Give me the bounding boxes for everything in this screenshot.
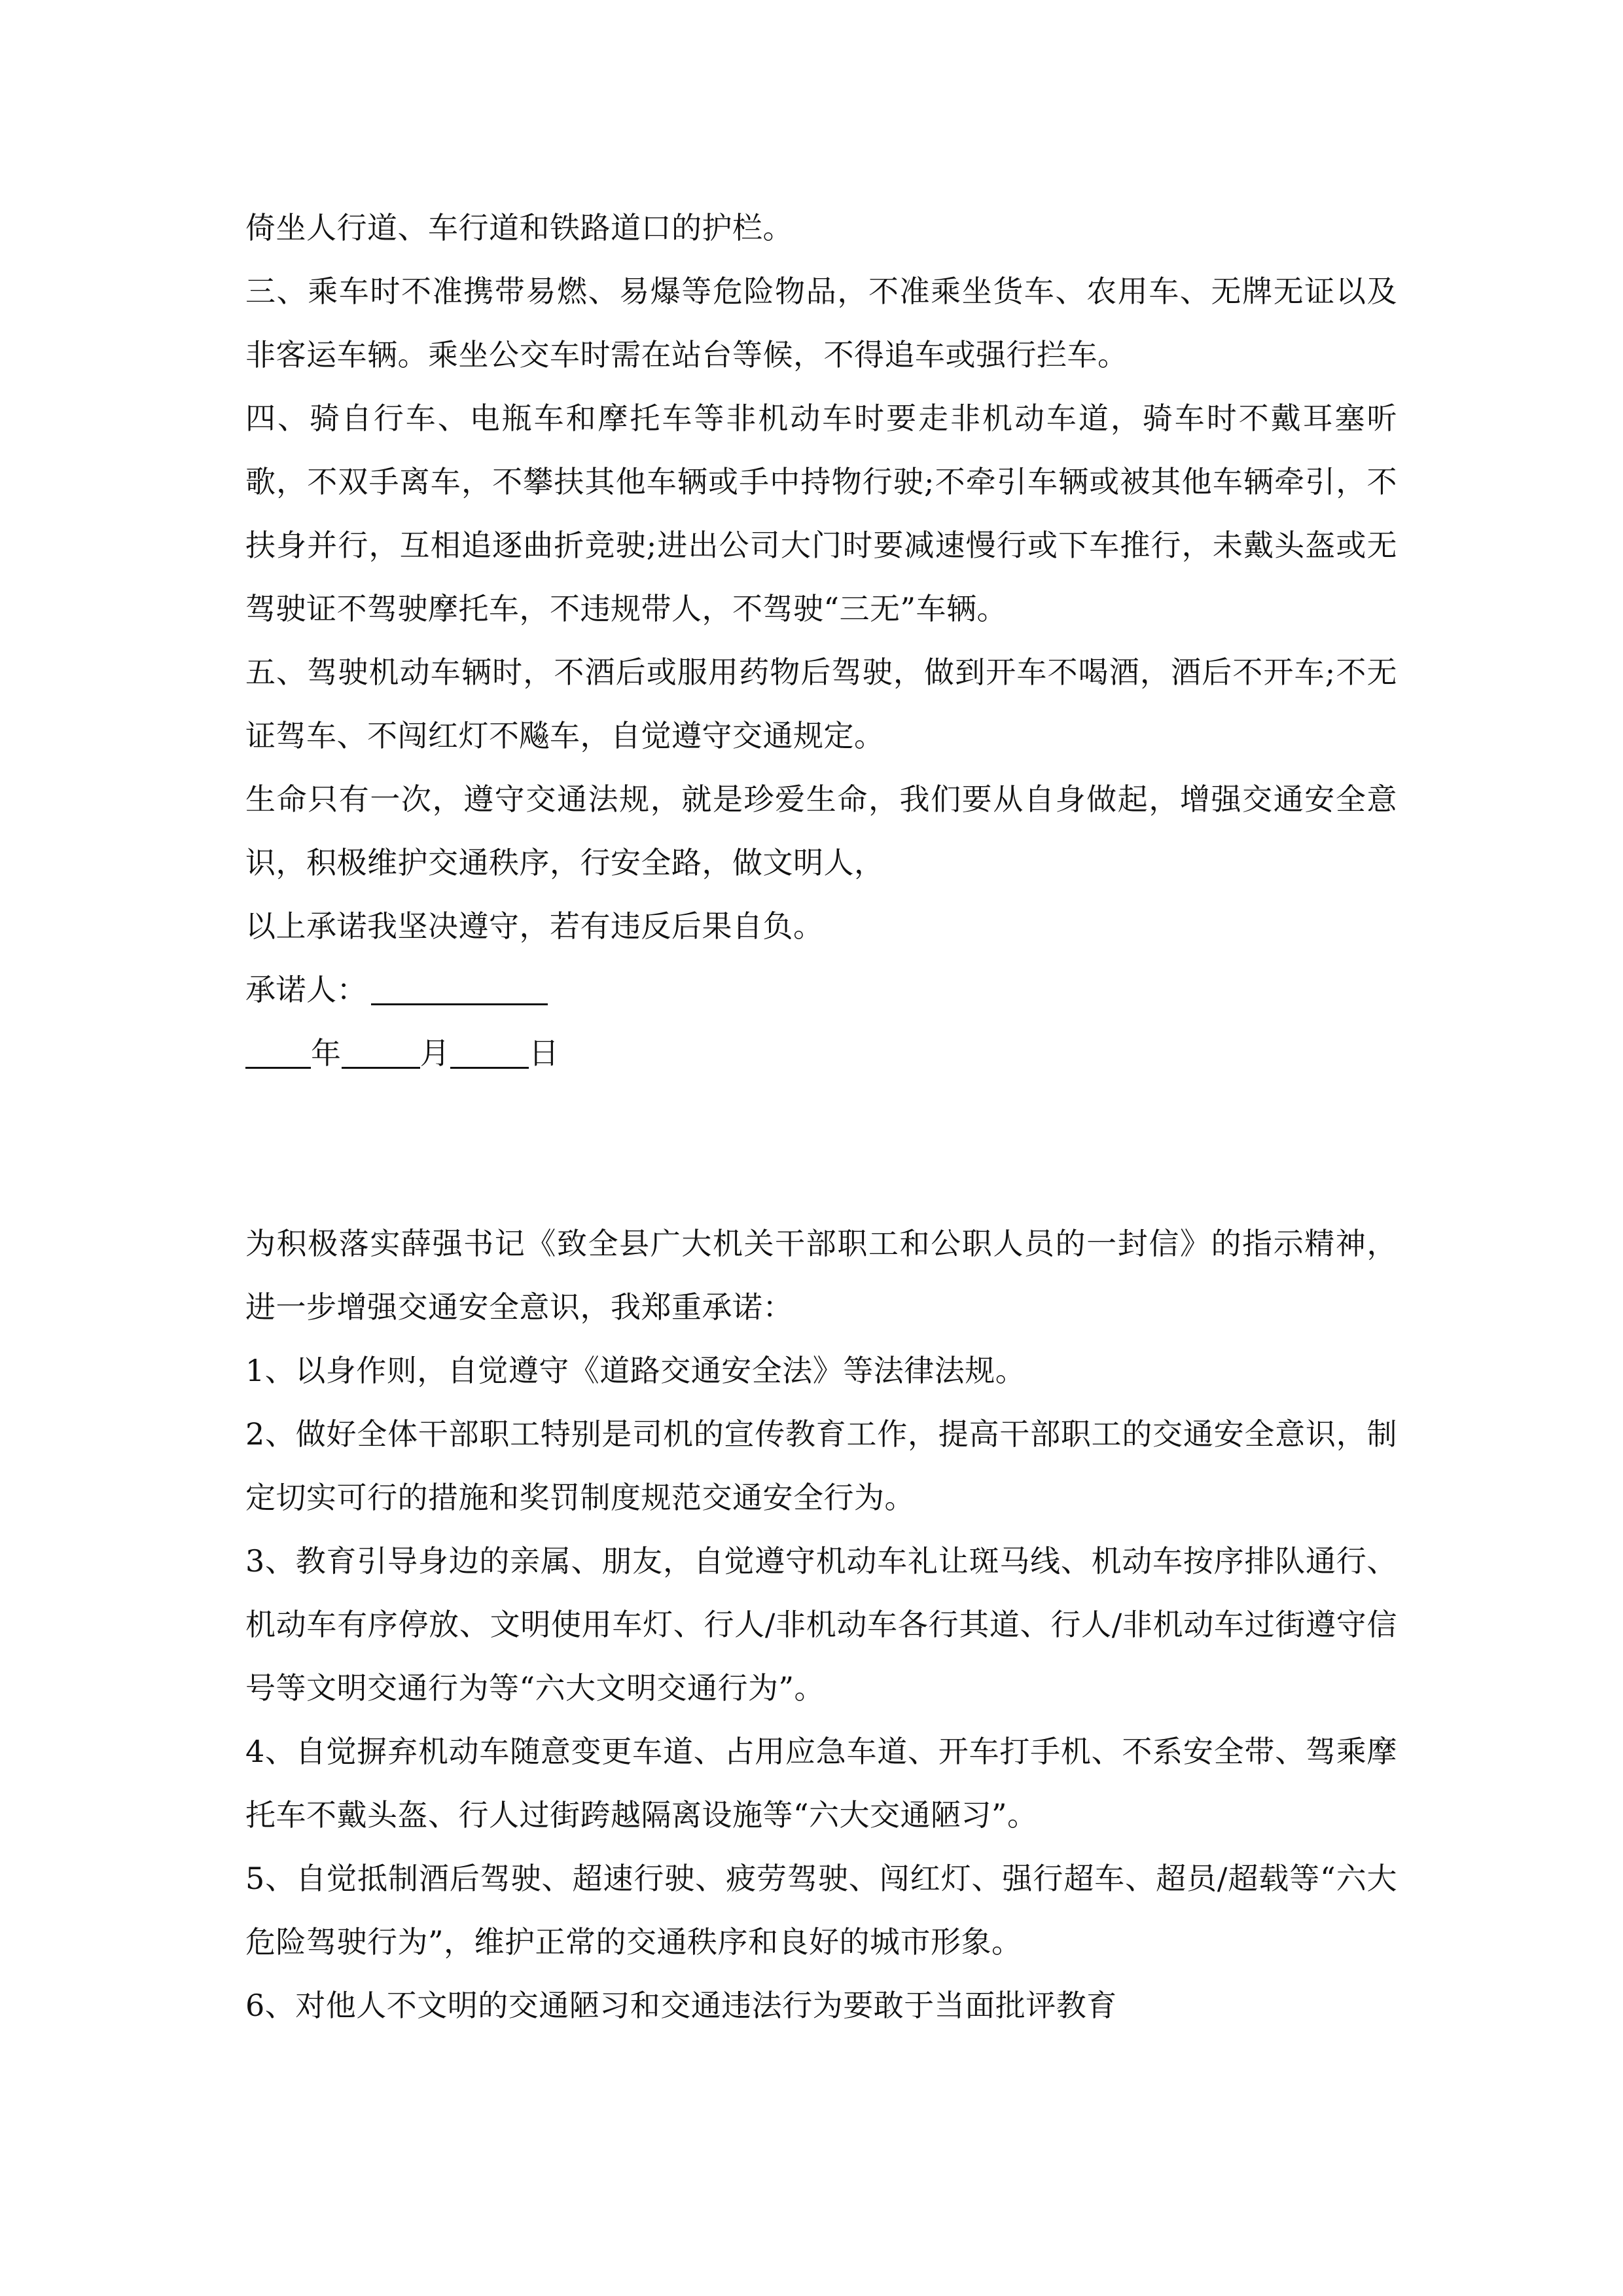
year-blank	[245, 1034, 311, 1069]
month-blank	[342, 1034, 420, 1069]
signer-label: 承诺人：	[245, 972, 367, 1007]
paragraph-rule-4: 四、骑自行车、电瓶车和摩托车等非机动车时要走非机动车道，骑车时不戴耳塞听歌，不双手离车，不攀扶其他车辆或手中持物行驶;不牵引车辆或被其他车辆牵引，不扶身并行，互相追逐曲折竞驶;进出公司大门时要减速慢行或下车推行，未戴头盔或无驾驶证不驾驶摩托车，不违规带人，不驾驶“三无”车辆。	[245, 401, 1397, 626]
paragraph-intro: 为积极落实薛强书记《致全县广大机关干部职工和公职人员的一封信》的指示精神，进一步增强交通安全意识，我郑重承诺：	[245, 1226, 1397, 1325]
paragraph-item-1: 1、以身作则，自觉遵守《道路交通安全法》等法律法规。	[245, 1353, 1026, 1388]
paragraph-commitment-close: 以上承诺我坚决遵守，若有违反后果自负。	[245, 908, 824, 944]
paragraph-rule-5: 五、驾驶机动车辆时，不酒后或服用药物后驾驶，做到开车不喝酒，酒后不开车;不无证驾车、不闯红灯不飚车，自觉遵守交通规定。	[245, 655, 1397, 753]
year-label: 年	[311, 1035, 342, 1071]
paragraph-item-5: 5、自觉抵制酒后驾驶、超速行驶、疲劳驾驶、闯红灯、强行超车、超员/超载等“六大危险驾驶行为”，维护正常的交通秩序和良好的城市形象。	[245, 1861, 1397, 1960]
section-gap	[245, 1085, 1397, 1212]
date-row	[245, 1022, 1397, 1085]
paragraph-item-6: 6、对他人不文明的交通陋习和交通违法行为要敢于当面批评教育	[245, 1988, 1117, 2023]
paragraph-item-2: 2、做好全体干部职工特别是司机的宣传教育工作，提高干部职工的交通安全意识，制定切实可行的措施和奖罚制度规范交通安全行为。	[245, 1416, 1397, 1515]
paragraph-guardrail: 倚坐人行道、车行道和铁路道口的护栏。	[245, 210, 793, 245]
day-label: 日	[529, 1035, 560, 1071]
month-label: 月	[419, 1035, 450, 1071]
signer-row	[245, 958, 1397, 1022]
day-blank	[450, 1034, 529, 1069]
paragraph-item-3: 3、教育引导身边的亲属、朋友，自觉遵守机动车礼让斑马线、机动车按序排队通行、机动车有序停放、文明使用车灯、行人/非机动车各行其道、行人/非机动车过街遵守信号等文明交通行为等“六大文明交通行为”。	[245, 1543, 1397, 1706]
paragraph-rule-3: 三、乘车时不准携带易燃、易爆等危险物品，不准乘坐货车、农用车、无牌无证以及非客运车辆。乘坐公交车时需在站台等候，不得追车或强行拦车。	[245, 274, 1397, 372]
paragraph-life-once: 生命只有一次，遵守交通法规，就是珍爱生命，我们要从自身做起，增强交通安全意识，积极维护交通秩序，行安全路，做文明人，	[245, 781, 1397, 880]
paragraph-item-4: 4、自觉摒弃机动车随意变更车道、占用应急车道、开车打手机、不系安全带、驾乘摩托车不戴头盔、行人过街跨越隔离设施等“六大交通陋习”。	[245, 1734, 1397, 1833]
document-body	[245, 196, 1397, 2037]
signer-blank	[371, 971, 548, 1005]
